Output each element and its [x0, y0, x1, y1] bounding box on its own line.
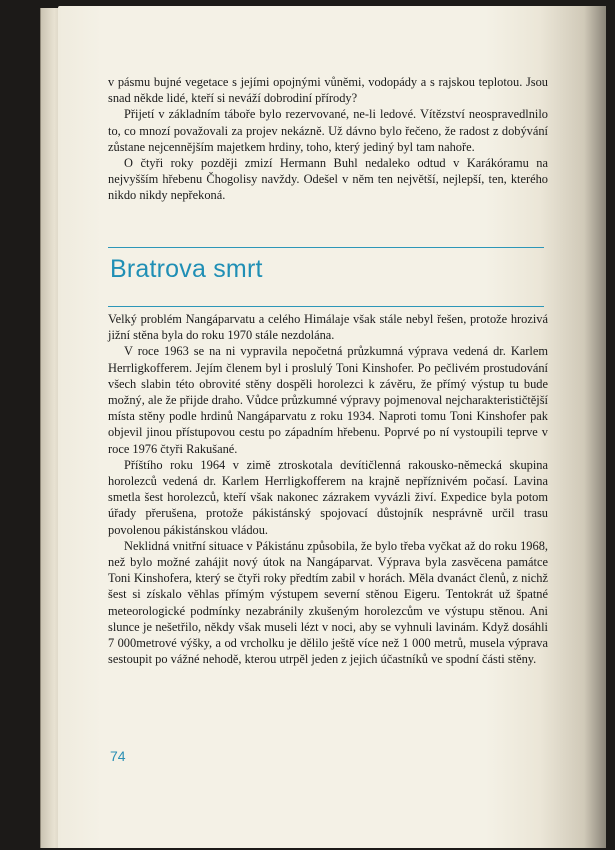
- page-number: 74: [110, 748, 126, 764]
- section-body: [108, 311, 548, 667]
- top-text-block: [108, 74, 548, 204]
- paragraph: v pásmu bujné vegetace s jejími opojnými vůněmi, vodopády a s rajskou teplotou. Jsou snad někde lidé, kteří si neváží dobrodiní přírody?: [108, 75, 548, 106]
- section-rule-top: [108, 247, 544, 248]
- paragraph: Přijetí v základním táboře bylo rezervované, ne-li ledové. Vítězství neospravedlnilo to, co mnozí považovali za projev nekázně. Už dávno bylo řečeno, že radost z dobývání zůstane nejcennějším majetkem hrdiny, toho, který jediný byl tam nahoře.: [108, 107, 548, 154]
- paragraph: Velký problém Nangáparvatu a celého Himálaje však stále nebyl řešen, protože hrozivá jižní stěna byla do roku 1970 stále nezdolána.: [108, 312, 548, 343]
- section-title: Bratrova smrt: [110, 255, 263, 283]
- paragraph: Příštího roku 1964 v zimě ztroskotala devítičlenná rakousko-německá skupina horolezců vedená dr. Karlem Herrligkofferem na krajně nepříznivém počasí. Lavina smetla šest horolezců, kteří však nakonec zázrakem vyvázli živí. Expedice byla potom úřady přerušena, protože pákistánský spojovací důstojník nesprávně určil trasu povolenou pákistánskou vládou.: [108, 457, 548, 537]
- paragraph: O čtyři roky později zmizí Hermann Buhl nedaleko odtud v Karákóramu na nejvyšším hřebenu Čhogolisy navždy. Odešel v něm ten největší, nejlepší, ten, kterého nikdo nikdy nepřekoná.: [108, 156, 548, 203]
- paragraph: Neklidná vnitřní situace v Pákistánu způsobila, že bylo třeba vyčkat až do roku 1968, než bylo možné zahájit nový útok na Nangáparvat. Výprava byla zasvěcena památce Toni Kinshofera, který se čtyři roky předtím zabil v horách. Měla dvanáct členů, z nichž šest si získalo věhlas přímým výstupem severní stěnou Eigeru. Tentokrát už špatné meteorologické podmínky nezabránily zkušeným horolezcům ve výstupu stěnou. Ani slunce je nešetřilo, někdy však museli lézt v noci, aby se vyhnuli lavinám. Když dosáhli 7 000metrové výšky, a od vrcholku je dělilo ještě více než 1 000 metrů, musela výprava sestoupit po vážné nehodě, kterou utrpěl jeden z jejich účastníků ve spodní části stěny.: [108, 538, 548, 667]
- paragraph: V roce 1963 se na ni vypravila nepočetná průzkumná výprava vedená dr. Karlem Herrligkofferem. Jejím členem byl i proslulý Toni Kinshofer. Po pečlivém prostudování všech slabin této obrovité stěny dospěli horolezci k závěru, že přímý výstup tu bude možný, ale že přijde draho. Vůdce průzkumné výpravy pojmenoval nejcharakterističtější místa stěny podle hrdinů Nangáparvatu z roku 1934. Naproti tomu Toni Kinshofer pak objevil jinou přístupovou cestu po západním hřebenu. Poprvé po ní vystoupili teprve v roce 1976 čtyři Rakušané.: [108, 344, 548, 456]
- section-rule-bottom: [108, 306, 544, 307]
